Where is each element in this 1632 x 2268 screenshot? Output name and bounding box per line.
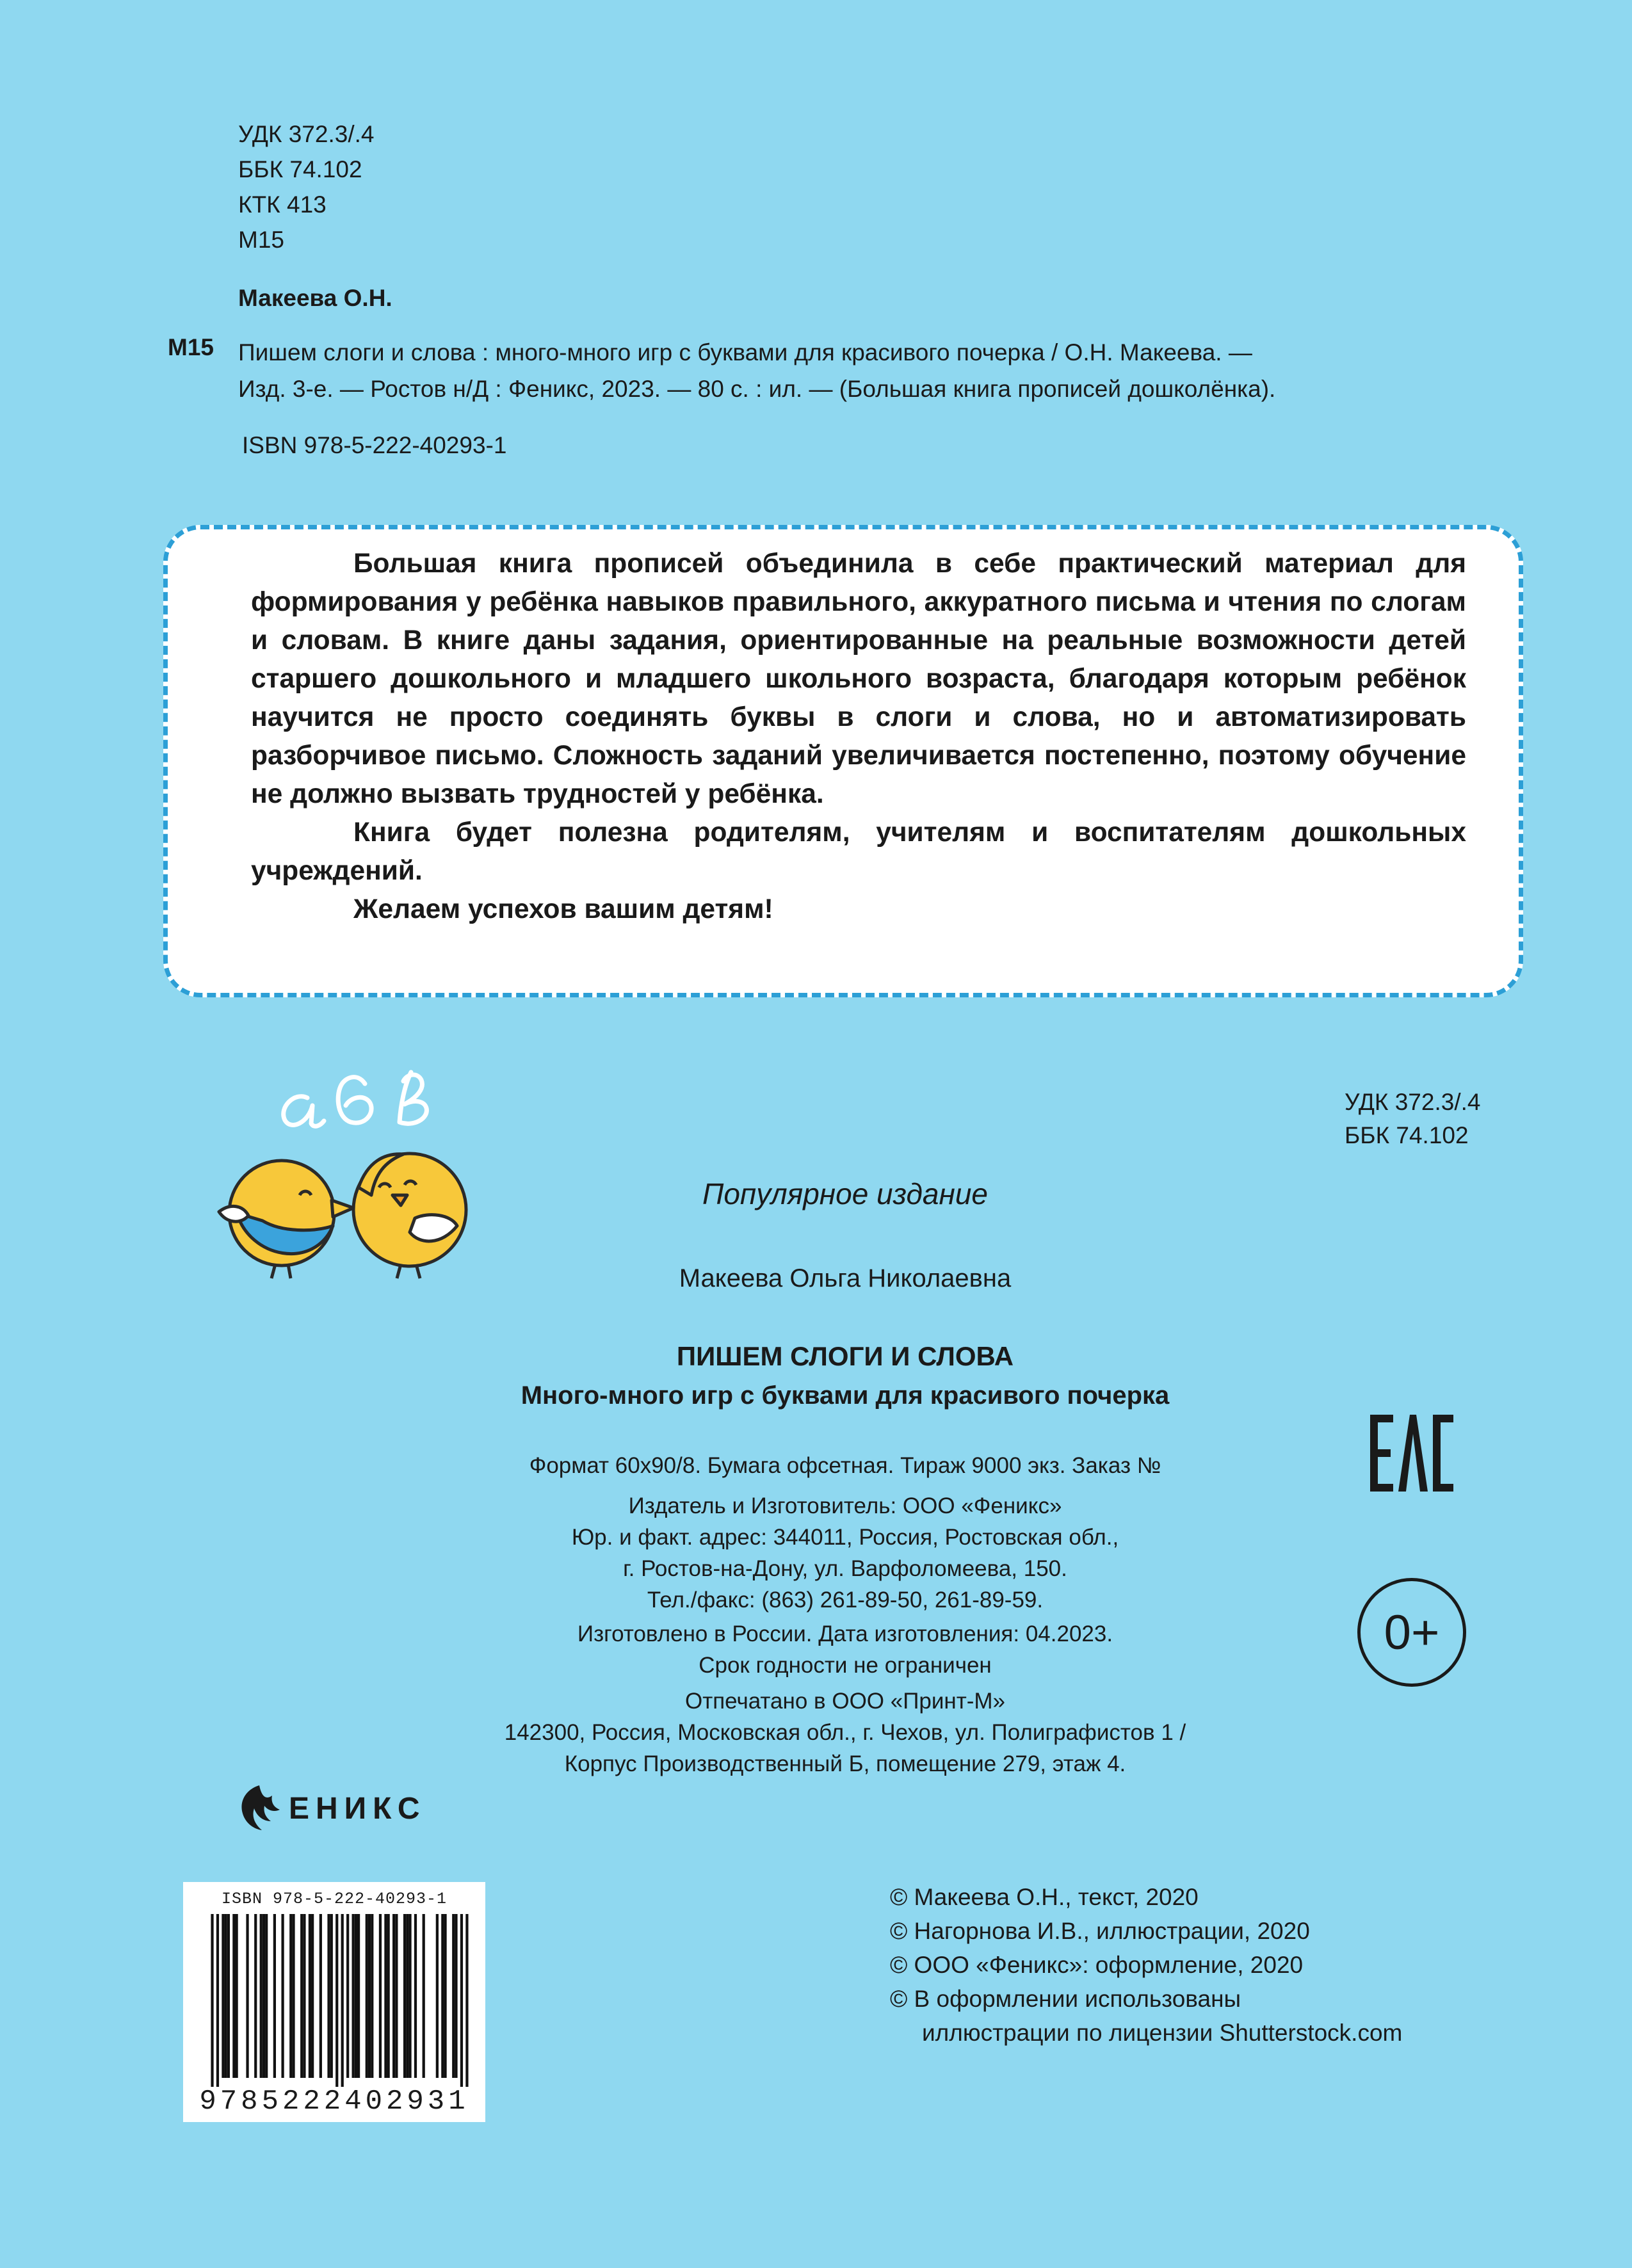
annotation-box <box>163 525 1523 997</box>
barcode-bar <box>465 1914 468 2087</box>
biblio-isbn: ISBN 978-5-222-40293-1 <box>242 432 507 458</box>
biblio-desc-line-1: Пишем слоги и слова : много-много игр с буквами для красивого почерка / О.Н. Макеева. — <box>238 339 1252 366</box>
imprint-phone: Тел./факс: (863) 261-89-50, 261-89-59. <box>647 1588 1044 1613</box>
barcode-bar <box>319 1914 322 2078</box>
barcode <box>183 1882 485 2122</box>
barcode-bars <box>195 1914 474 2087</box>
barcode-bar <box>222 1914 224 2078</box>
barcode-bar <box>327 1914 330 2078</box>
barcode-bar <box>246 1914 248 2078</box>
imprint-made: Изготовлено в России. Дата изготовления: 04.2023. <box>577 1621 1113 1646</box>
biblio-author: Макеева О.Н. <box>238 285 392 311</box>
biblio-codes <box>238 117 374 257</box>
barcode-bar <box>441 1914 444 2078</box>
imprint-printer-2: Корпус Производственный Б, помещение 279, этаж 4. <box>564 1751 1126 1776</box>
left-bird-icon <box>219 1161 353 1278</box>
barcode-isbn: ISBN 978-5-222-40293-1 <box>221 1890 448 1908</box>
udk-code: УДК 372.3/.4 <box>238 121 375 147</box>
book-subtitle: Много-много игр с буквами для красивого почерка <box>521 1381 1170 1410</box>
barcode-bar <box>414 1914 417 2078</box>
phoenix-logo-icon <box>234 1783 285 1834</box>
barcode-bar <box>392 1914 395 2078</box>
barcode-digits: 9785222402931 <box>199 2086 469 2118</box>
edition-type: Популярное издание <box>702 1177 988 1210</box>
annotation-paragraph-3: Желаем успехов вашим детям! <box>353 894 773 924</box>
imprint-address-1: Юр. и факт. адрес: 344011, Россия, Ростовская обл., <box>571 1525 1119 1550</box>
barcode-bar <box>387 1914 390 2078</box>
barcode-bar <box>452 1914 455 2078</box>
bbk-right-code: ББК 74.102 <box>1345 1122 1469 1148</box>
publisher-logo <box>234 1783 426 1834</box>
imprint-printer-1: 142300, Россия, Московская обл., г. Чехов, ул. Полиграфистов 1 / <box>504 1720 1186 1745</box>
barcode-bar <box>460 1914 463 2087</box>
barcode-bar <box>455 1914 457 2078</box>
barcode-bar <box>436 1914 439 2078</box>
barcode-bar <box>444 1914 446 2078</box>
barcode-bar <box>352 1914 355 2078</box>
barcode-bar <box>408 1914 411 2078</box>
barcode-bar <box>335 1914 338 2087</box>
imprint-manufacture-block <box>397 1618 1293 1681</box>
imprint-publisher-block <box>397 1490 1293 1616</box>
author-full-name: Макеева Ольга Николаевна <box>679 1264 1012 1292</box>
barcode-bar <box>379 1914 382 2078</box>
barcode-bar <box>357 1914 360 2078</box>
udk-right-code: УДК 372.3/.4 <box>1345 1089 1481 1115</box>
barcode-bar <box>303 1914 305 2078</box>
imprint-publisher: Издатель и Изготовитель: ООО «Феникс» <box>628 1493 1062 1518</box>
barcode-bar <box>281 1914 284 2078</box>
barcode-bar <box>311 1914 314 2078</box>
imprint-shelf-life: Срок годности не ограничен <box>699 1653 992 1678</box>
publisher-logo-word: ЕНИКС <box>289 1791 426 1826</box>
barcode-bar <box>216 1914 219 2087</box>
biblio-description <box>238 334 1275 407</box>
copyright-block <box>890 1880 1402 2050</box>
copyright-license-1: © В оформлении использованы <box>890 1986 1241 2012</box>
imprint-format: Формат 60x90/8. Бумага офсетная. Тираж 9000 экз. Заказ № <box>529 1453 1161 1478</box>
annotation-paragraph-2: Книга будет полезна родителям, учителям и воспитателям дошкольных учреждений. <box>251 817 1466 886</box>
barcode-bar <box>366 1914 368 2078</box>
barcode-bar <box>227 1914 230 2078</box>
barcode-bar <box>395 1914 398 2078</box>
biblio-desc-line-2: Изд. 3-е. — Ростов н/Д : Феникс, 2023. — 80 с. : ил. — (Большая книга прописей дошколёнка). <box>238 376 1276 402</box>
barcode-bar <box>403 1914 406 2078</box>
barcode-bar <box>384 1914 387 2078</box>
copyright-design: © ООО «Феникс»: оформление, 2020 <box>890 1952 1304 1978</box>
book-title: ПИШЕМ СЛОГИ И СЛОВА <box>676 1341 1014 1371</box>
copyright-text: © Макеева О.Н., текст, 2020 <box>890 1884 1199 1910</box>
barcode-bar <box>346 1914 349 2078</box>
imprint-address-2: г. Ростов-на-Дону, ул. Варфоломеева, 150. <box>623 1556 1067 1581</box>
barcode-bar <box>371 1914 373 2078</box>
annotation-paragraph-1: Большая книга прописей объединила в себе практический материал для формирования у ребёнка навыков правильного, аккуратного письма и чтения по слогам и словам. В книге даны задания, ориентированные на реальные возможности детей старшего дошкольного и младшего школьного возраста, благодаря которым ребёнок научится не просто соединять буквы в слоги и слова, но и автоматизировать разборчивое письмо. Сложность заданий увеличивается постепенно, поэтому обучение не должно вызвать трудностей у ребёнка. <box>251 549 1466 809</box>
imprint-printer-block <box>397 1685 1293 1780</box>
barcode-bar <box>254 1914 257 2078</box>
imprint-printed: Отпечатано в ООО «Принт-М» <box>684 1689 1006 1714</box>
barcode-bar <box>300 1914 303 2078</box>
copyright-illustrations: © Нагорнова И.В., иллюстрации, 2020 <box>890 1918 1310 1944</box>
barcode-bar <box>273 1914 276 2078</box>
barcode-bar <box>292 1914 295 2078</box>
eac-mark-icon <box>1370 1415 1453 1492</box>
age-rating-badge <box>1357 1578 1466 1687</box>
barcode-bar <box>368 1914 371 2078</box>
barcode-bar <box>341 1914 344 2087</box>
barcode-bar <box>355 1914 357 2078</box>
cursive-letters-illustration <box>269 1047 455 1136</box>
age-rating-label: 0+ <box>1384 1605 1440 1660</box>
barcode-bar <box>330 1914 333 2078</box>
udk-right <box>1345 1086 1480 1152</box>
barcode-bar <box>236 1914 238 2078</box>
copyright-license-2: иллюстрации по лицензии Shutterstock.com <box>922 2020 1403 2046</box>
biblio-index: М15 <box>168 334 214 360</box>
barcode-bar <box>260 1914 263 2078</box>
barcode-bar <box>309 1914 311 2078</box>
ktk-code: КТК 413 <box>238 191 327 218</box>
barcode-bar <box>211 1914 213 2087</box>
barcode-bar <box>289 1914 292 2078</box>
barcode-bar <box>225 1914 227 2078</box>
bbk-code: ББК 74.102 <box>238 156 362 182</box>
barcode-bar <box>406 1914 408 2078</box>
right-bird-icon <box>353 1154 466 1278</box>
barcode-bar <box>263 1914 265 2078</box>
barcode-bar <box>265 1914 268 2078</box>
author-mark: М15 <box>238 227 284 253</box>
barcode-bar <box>232 1914 235 2078</box>
barcode-bar <box>423 1914 425 2078</box>
